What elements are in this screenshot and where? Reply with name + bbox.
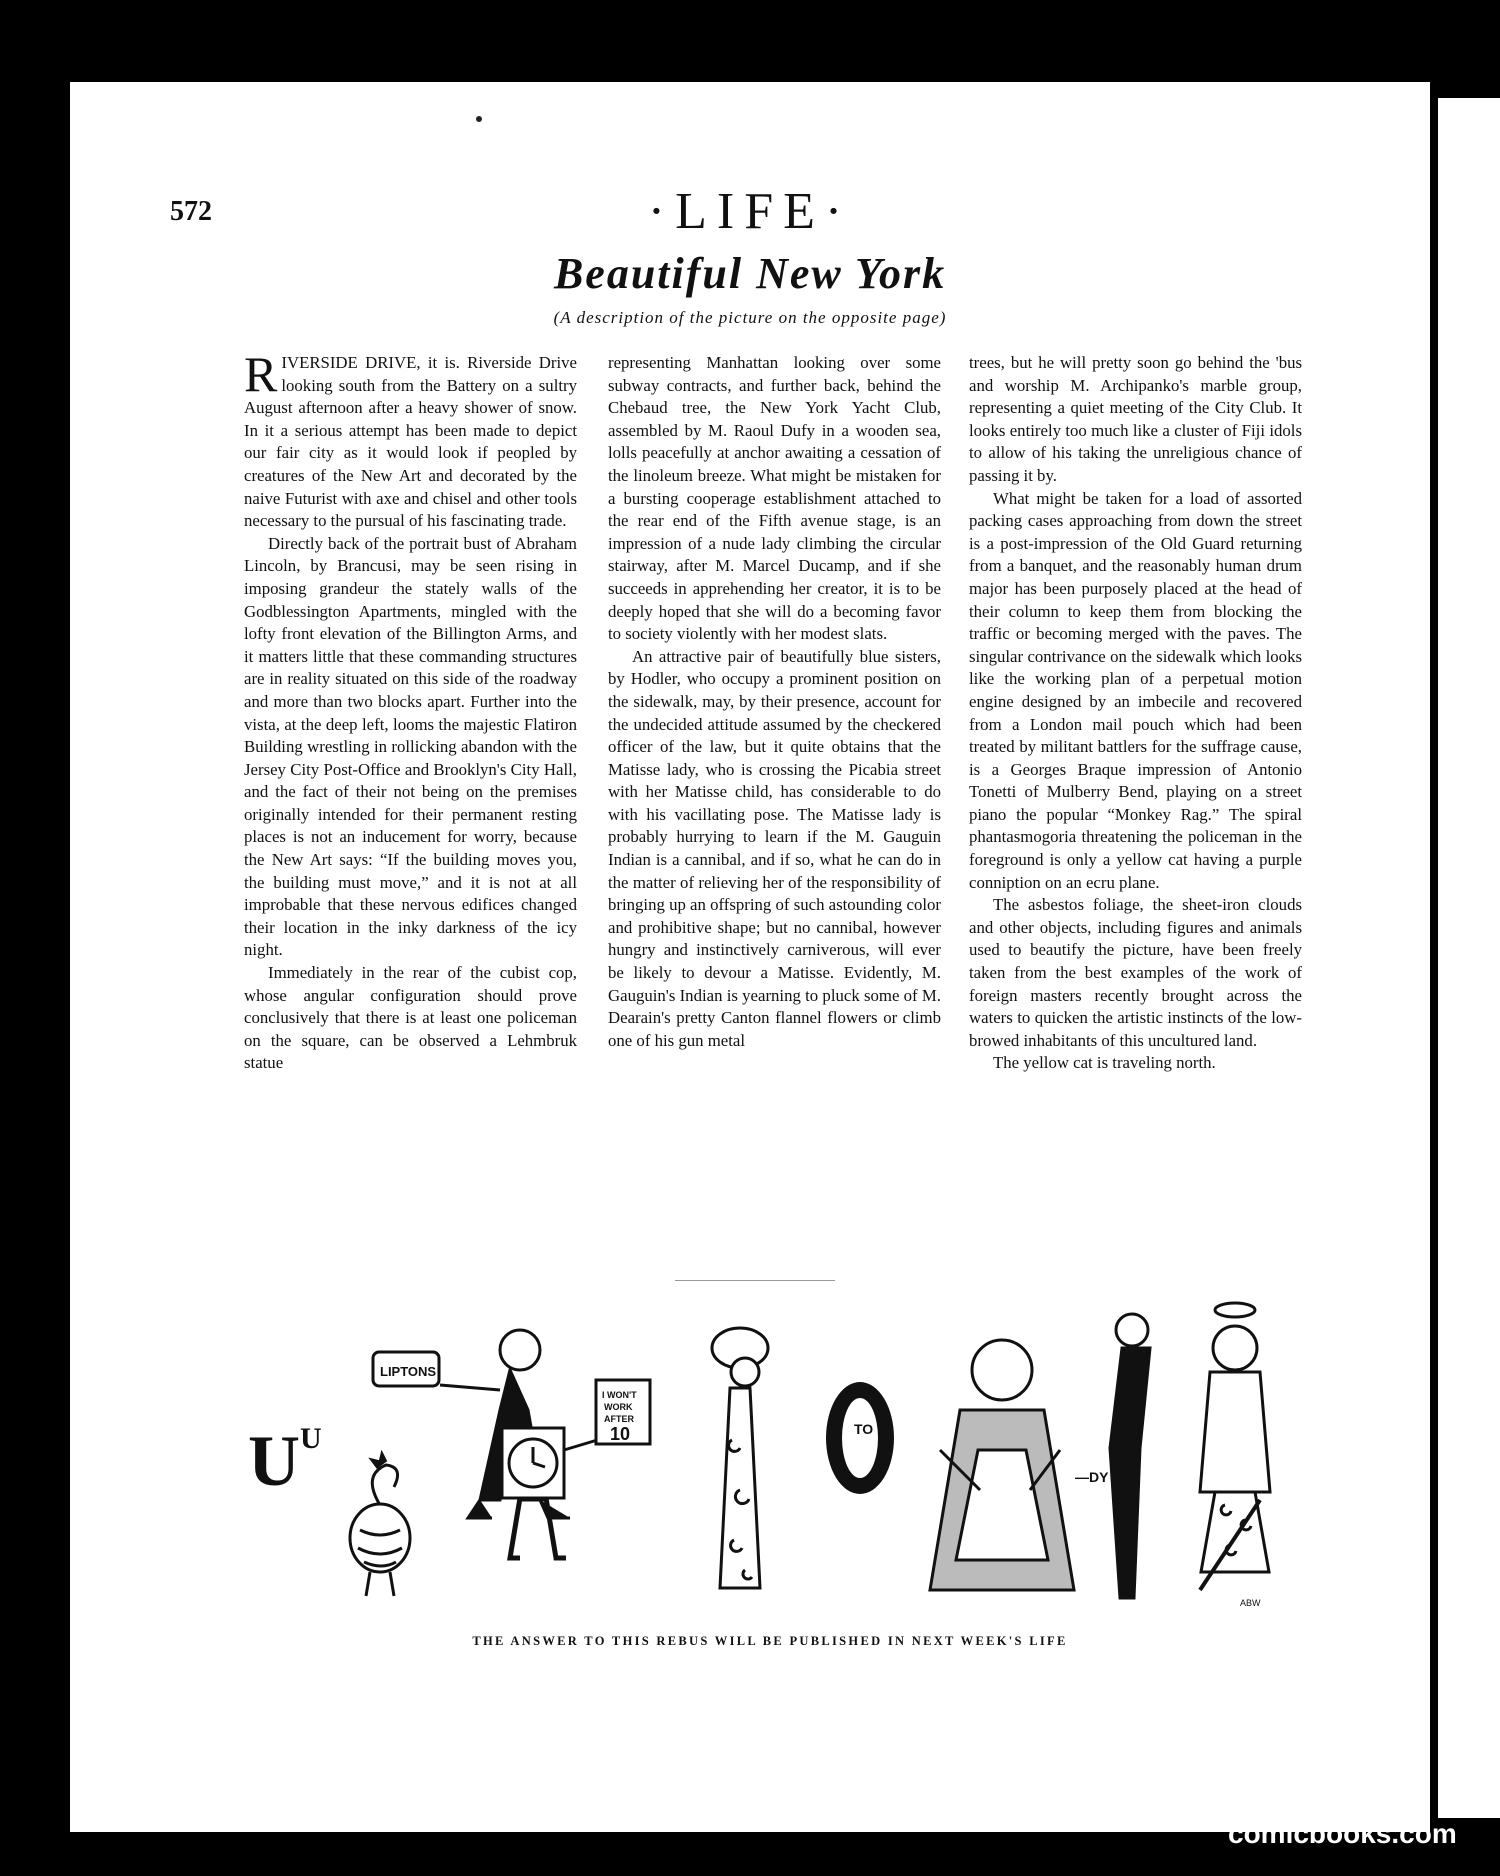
lady-drawing [712,1328,768,1588]
artist-signature: ABW [1240,1598,1261,1608]
dy-label: —DY [1075,1469,1109,1485]
article-title: Beautiful New York [553,249,947,298]
paragraph: Directly back of the portrait bust of Abraham Lincoln, by Brancusi, may be seen rising in imposing grandeur the stately walls of the Godblessington Apartments, mingled with the lofty front elevation of the Billington Arms, and it matters little that these commanding structures are in reality situated on this side of the roadway and more than two blocks apart. Further into the vista, at the deep left, looms the majestic Flatiron Building wrestling in rollicking abandon with the Jersey City Post-Office and Brooklyn's City Hall, and the fact of their not being on the premises originally intended for their permanent resting places is not an inducement for worry, because the New Art says: “If the building moves you, the building must move,” and it is not at all improbable that these nervous edifices changed their location in the inky darkness of the icy night. [244,533,577,960]
tuxedo-man-drawing [1110,1314,1150,1598]
paragraph: The asbestos foliage, the sheet-iron clouds and other objects, including figures and animals used to beautify the picture, have been freely taken from the best examples of the work of foreign masters recently brought across the waters to quicken the artistic instincts of the low-browed inhabitants of this uncultured land. [969,895,1302,1050]
paragraph: An attractive pair of beautifully blue sisters, by Hodler, who occupy a prominent position on the sidewalk, may, by their presence, account for the undecided attitude assumed by the checkered officer of the law, but it quite obtains that the Matisse lady, who is crossing the Picabia street with her Matisse child, has considerable to do with his vacillating pose. The Matisse lady is probably hurrying to learn if the M. Gauguin Indian is a cannibal, and if so, what he can do in the matter of relieving her of the responsibility of bringing up an offspring of such astounding color and prohibitive shape; but no cannibal, however hungry and instinctively carniverous, will ever be likely to devour a Matisse. Evidently, M. Gauguin's Indian is yearning to pluck some of M. Dearain's pretty Canton flannel flowers or climb one of his gun metal [608,646,941,1050]
wont-work-line-4: 10 [610,1424,631,1444]
paragraph: Immediately in the rear of the cubist cop, whose angular configuration should prove conclusively that there is at least one policeman on the square, can be observed a Lehmbruk statue [244,963,577,1073]
text-column-3 [969,352,1302,1075]
rebus-letter-big: U [248,1421,300,1501]
facing-page-edge [1438,98,1500,1818]
paragraph: trees, but he will pretty soon go behind the 'bus and worship M. Archipanko's marble group, representing a quiet meeting of the City Club. It looks entirely too much like a cluster of Fiji idols to allow of his taking the unreligious chance of passing it by. [969,353,1302,485]
knight-drawing [1200,1303,1270,1608]
paragraph-text: IVERSIDE DRIVE, it is. Riverside Drive looking south from the Battery on a sultry August afternoon after a heavy shower of snow. In it a serious attempt has been made to depict our fair city as it would look if peopled by creatures of the New Art and decorated by the naive Futurist with axe and chisel and other tools necessary to the pursual of his fascinating trade. [244,353,577,531]
paragraph: The yellow cat is traveling north. [993,1053,1216,1073]
wont-work-line-3: AFTER [604,1414,634,1424]
divider-rule [675,1280,835,1281]
rebus-illustration [240,1300,1310,1610]
rebus-caption: THE ANSWER TO THIS REBUS WILL BE PUBLISHED IN NEXT WEEK'S LIFE [472,1634,1068,1648]
wont-work-line-2: WORK [604,1402,633,1412]
article-subtitle: (A description of the picture on the opposite page) [553,308,947,327]
paragraph: representing Manhattan looking over some subway contracts, and further back, behind the Chebaud tree, the New York Yacht Club, assembled by M. Raoul Dufy in a wooden sea, lolls peacefully at anchor awaiting a cessation of the linoleum breeze. What might be mistaken for a bursting cooperage establishment attached to the rear end of the Fifth avenue stage, is an impression of a nude lady climbing the circular stairway, after M. Marcel Ducamp, and if she succeeds in apprehending her creator, it is to be deeply hoped that she will do a becoming favor to society violently with her modest slats. [608,353,941,644]
page-number: 572 [170,196,212,227]
drop-cap: R [244,346,278,402]
cook-woman-drawing [930,1340,1074,1590]
wont-work-line-1: I WON'T [602,1390,637,1400]
print-speck [476,116,482,122]
o-letter-drawing [826,1382,894,1494]
paragraph [244,346,577,533]
hen-drawing [350,1454,410,1596]
rebus-letter-small: U [300,1422,322,1455]
liptons-sign: LIPTONS [380,1364,437,1379]
text-column-2 [608,352,941,1052]
o-label: TO [854,1421,874,1437]
text-column-1 [244,346,577,1075]
masthead: ·LIFE· [647,183,853,240]
watermark: comicbooks.com [1228,1818,1457,1849]
paragraph: What might be taken for a load of assorted packing cases approaching from down the street is a post-impression of the Old Guard returning from a banquet, and the reasonably human drum major has been purposely placed at the head of their column to keep them from blocking the traffic or becoming merged with the paves. The singular contrivance on the sidewalk which looks like the working plan of a perpetual motion engine designed by an imbecile and recovered from a London mail pouch which had been treated by militant battlers for the suffrage cause, is a Georges Braque impression of Antonio Tonetti of Mulberry Bend, playing on a street piano the popular “Monkey Rag.” The spiral phantasmogoria threatening the policeman in the foreground is only a yellow cat having a purple conniption on an ecru plane. [969,488,1302,892]
